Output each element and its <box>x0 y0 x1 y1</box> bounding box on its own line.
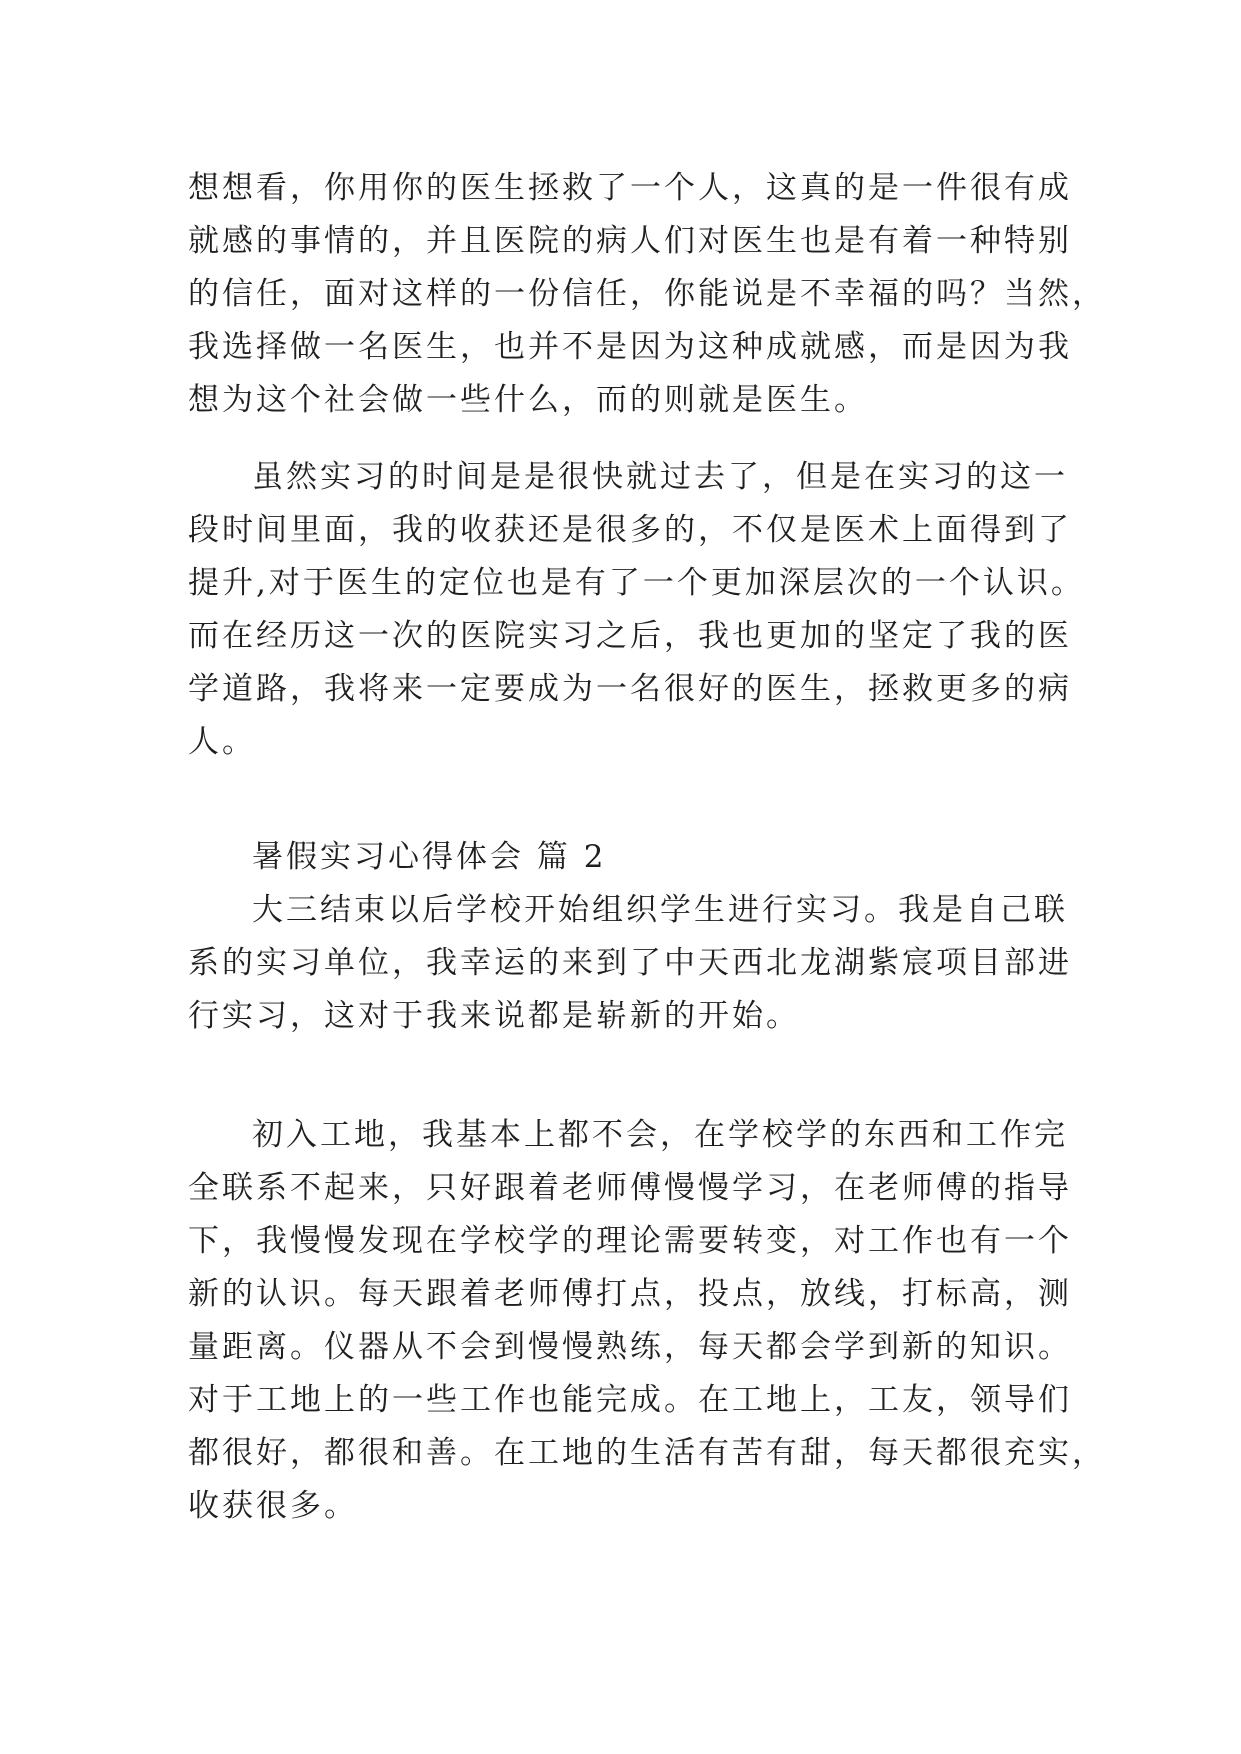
paragraph-line: 人。 <box>188 724 256 760</box>
paragraph-reflection <box>188 451 1085 769</box>
paragraph-line: 就感的事情的，并且医院的病人们对医生也是有着一种特别 <box>188 223 1072 259</box>
paragraph-line: 的信任，面对这样的一份信任，你能说是不幸福的吗？当然， <box>188 276 1106 312</box>
paragraph-line: 虽然实习的时间是是很快就过去了，但是在实习的这一 <box>252 459 1068 495</box>
paragraph-line: 我选择做一名医生，也并不是因为这种成就感，而是因为我 <box>188 329 1072 365</box>
paragraph-line: 大三结束以后学校开始组织学生进行实习。我是自己联 <box>252 892 1068 928</box>
paragraph-line: 对于工地上的一些工作也能完成。在工地上，工友，领导们 <box>188 1382 1072 1418</box>
paragraph-line: 提升,对于医生的定位也是有了一个更加深层次的一个认识。 <box>188 565 1085 601</box>
paragraph-line: 收获很多。 <box>188 1488 358 1524</box>
paragraph-line: 段时间里面，我的收获还是很多的，不仅是医术上面得到了 <box>188 512 1072 548</box>
section-2 <box>188 831 1072 1043</box>
paragraph-line: 量距离。仪器从不会到慢慢熟练，每天都会学到新的知识。 <box>188 1329 1072 1365</box>
paragraph-worksite <box>188 1109 1106 1533</box>
paragraph-line: 系的实习单位，我幸运的来到了中天西北龙湖紫宸项目部进 <box>188 945 1072 981</box>
paragraph-line: 而在经历这一次的医院实习之后，我也更加的坚定了我的医 <box>188 618 1072 654</box>
paragraph-line: 学道路，我将来一定要成为一名很好的医生，拯救更多的病 <box>188 671 1072 707</box>
paragraph-line: 想想看，你用你的医生拯救了一个人，这真的是一件很有成 <box>188 170 1072 206</box>
paragraph-line: 初入工地，我基本上都不会，在学校学的东西和工作完 <box>252 1117 1068 1153</box>
paragraph-line: 下，我慢慢发现在学校学的理论需要转变，对工作也有一个 <box>188 1223 1072 1259</box>
paragraph-line: 想为这个社会做一些什么，而的则就是医生。 <box>188 382 868 418</box>
section-heading: 暑假实习心得体会 篇 2 <box>252 839 607 875</box>
paragraph-continued <box>188 162 1106 427</box>
paragraph-line: 全联系不起来，只好跟着老师傅慢慢学习，在老师傅的指导 <box>188 1170 1072 1206</box>
paragraph-line: 都很好，都很和善。在工地的生活有苦有甜，每天都很充实， <box>188 1435 1106 1471</box>
paragraph-line: 新的认识。每天跟着老师傅打点，投点，放线，打标高，测 <box>188 1276 1072 1312</box>
paragraph-line: 行实习，这对于我来说都是崭新的开始。 <box>188 998 800 1034</box>
